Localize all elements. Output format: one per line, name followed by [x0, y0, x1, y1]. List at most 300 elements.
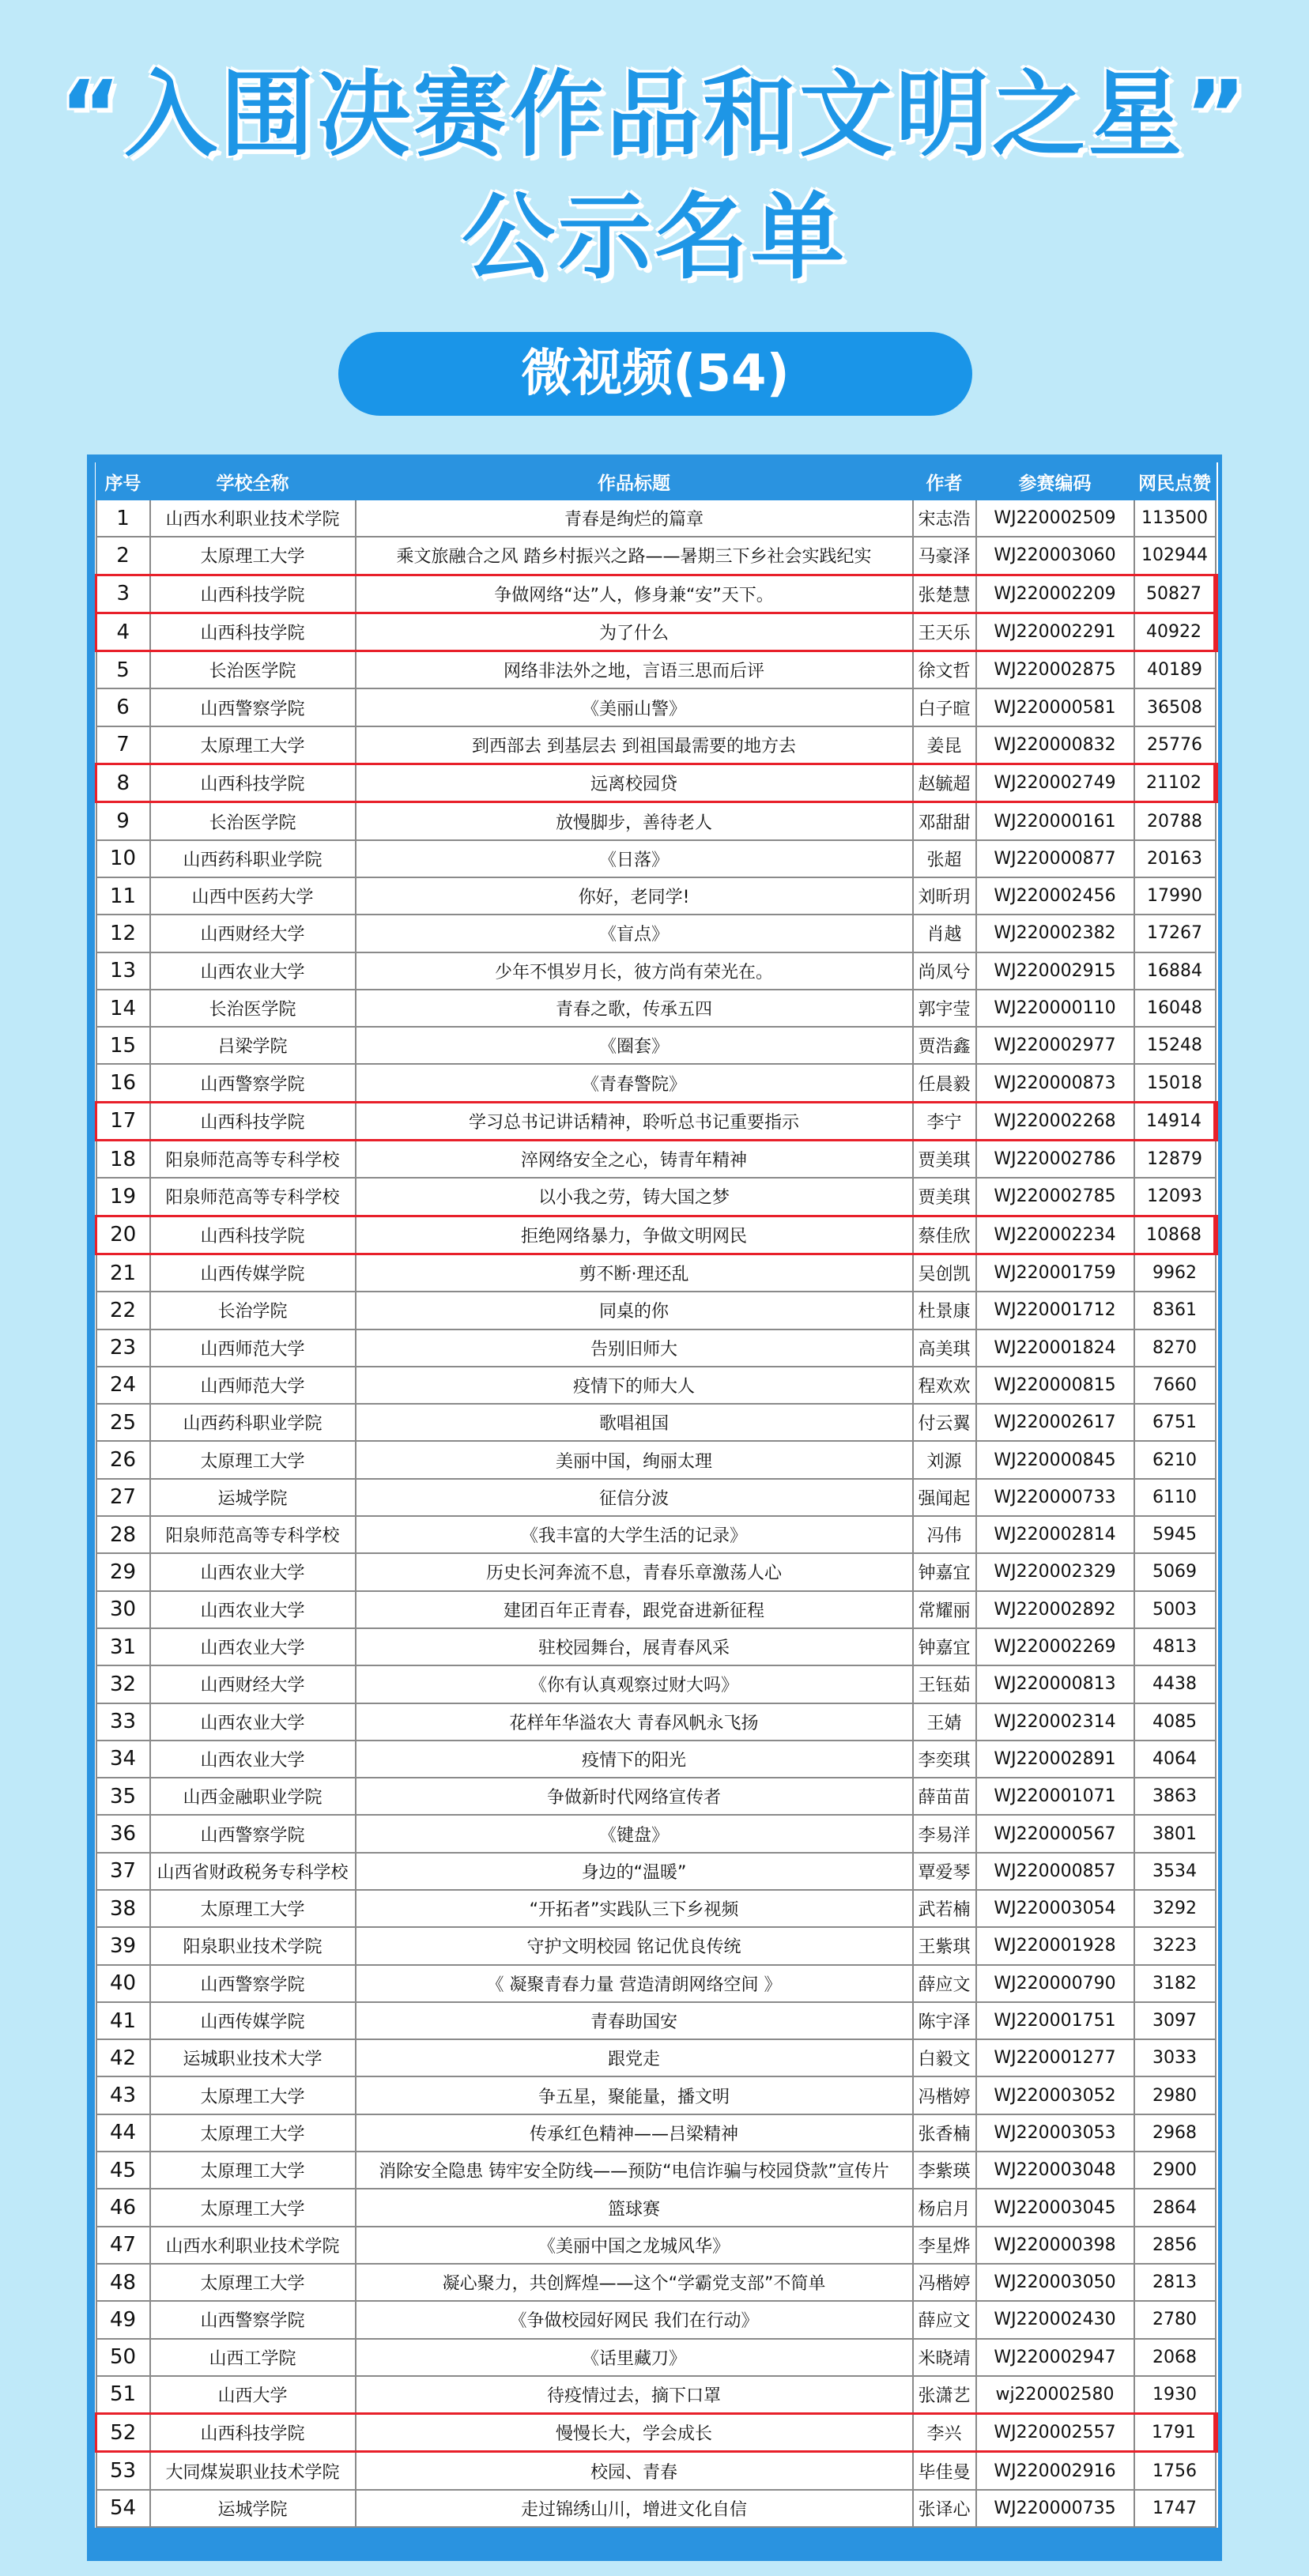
cell-code: WJ220001824: [976, 1329, 1134, 1367]
cell-no: 5: [96, 651, 150, 689]
cell-likes: 3033: [1134, 2039, 1216, 2076]
cell-school: 山西财经大学: [150, 1665, 356, 1703]
cell-no: 1: [96, 500, 150, 537]
cell-code: WJ220002314: [976, 1703, 1134, 1741]
cell-code: WJ220002786: [976, 1141, 1134, 1179]
cell-code: WJ220000735: [976, 2490, 1134, 2527]
cell-author: 杜景康: [913, 1292, 976, 1329]
cell-code: WJ220002430: [976, 2301, 1134, 2338]
cell-title: 乘文旅融合之风 踏乡村振兴之路——暑期三下乡社会实践纪实: [356, 537, 913, 575]
cell-likes: 6210: [1134, 1441, 1216, 1478]
cell-author: 王钰茹: [913, 1665, 976, 1703]
cell-no: 31: [96, 1628, 150, 1665]
cell-likes: 2980: [1134, 2076, 1216, 2114]
cell-school: 山西农业大学: [150, 952, 356, 990]
cell-author: 毕佳曼: [913, 2452, 976, 2490]
cell-title: 《圈套》: [356, 1027, 913, 1064]
cell-author: 尚凤兮: [913, 952, 976, 990]
cell-no: 53: [96, 2452, 150, 2490]
cell-no: 7: [96, 726, 150, 764]
cell-school: 太原理工大学: [150, 1441, 356, 1478]
cell-school: 山西农业大学: [150, 1628, 356, 1665]
cell-code: WJ220003052: [976, 2076, 1134, 2114]
cell-school: 大同煤炭职业技术学院: [150, 2452, 356, 2490]
table-row: [96, 500, 1216, 537]
cell-likes: 16048: [1134, 990, 1216, 1027]
table-row: [96, 2189, 1216, 2226]
table-row: [96, 688, 1216, 726]
cell-author: 杨启月: [913, 2189, 976, 2226]
cell-author: 张译心: [913, 2490, 976, 2527]
header-likes: 网民点赞: [1134, 463, 1216, 500]
cell-no: 33: [96, 1703, 150, 1741]
cell-school: 山西水利职业技术学院: [150, 2227, 356, 2264]
table-row: [96, 1853, 1216, 1890]
cell-author: 贾浩鑫: [913, 1027, 976, 1064]
table-row: [96, 1628, 1216, 1665]
cell-no: 30: [96, 1591, 150, 1628]
cell-author: 常耀丽: [913, 1591, 976, 1628]
cell-author: 冯伟: [913, 1516, 976, 1553]
cell-school: 阳泉师范高等专科学校: [150, 1516, 356, 1553]
table-header-row: [96, 463, 1216, 500]
cell-likes: 17267: [1134, 915, 1216, 952]
cell-title: 青春之歌，传承五四: [356, 990, 913, 1027]
cell-no: 39: [96, 1927, 150, 1964]
cell-no: 23: [96, 1329, 150, 1367]
cell-code: WJ220002509: [976, 500, 1134, 537]
cell-author: 白子暄: [913, 688, 976, 726]
cell-school: 长治医学院: [150, 651, 356, 689]
cell-title: 《话里藏刀》: [356, 2339, 913, 2376]
cell-no: 47: [96, 2227, 150, 2264]
cell-no: 45: [96, 2152, 150, 2189]
cell-likes: 25776: [1134, 726, 1216, 764]
cell-school: 山西科技学院: [150, 575, 356, 613]
cell-code: WJ220002891: [976, 1741, 1134, 1778]
cell-author: 刘源: [913, 1441, 976, 1478]
table-row: [96, 2376, 1216, 2414]
cell-school: 山西药科职业学院: [150, 840, 356, 877]
cell-title: 花样年华溢农大 青春风帆永飞扬: [356, 1703, 913, 1741]
cell-author: 肖越: [913, 915, 976, 952]
cell-author: 张香楠: [913, 2114, 976, 2152]
cell-school: 山西科技学院: [150, 1102, 356, 1140]
cell-author: 郭宇莹: [913, 990, 976, 1027]
cell-school: 山西工学院: [150, 2339, 356, 2376]
cell-code: WJ220002875: [976, 651, 1134, 689]
cell-author: 王天乐: [913, 613, 976, 651]
cell-school: 阳泉师范高等专科学校: [150, 1178, 356, 1216]
cell-likes: 12093: [1134, 1178, 1216, 1216]
cell-no: 10: [96, 840, 150, 877]
cell-title: 告别旧师大: [356, 1329, 913, 1367]
cell-likes: 10868: [1134, 1216, 1216, 1254]
cell-no: 50: [96, 2339, 150, 2376]
cell-title: 《我丰富的大学生活的记录》: [356, 1516, 913, 1553]
cell-no: 3: [96, 575, 150, 613]
cell-no: 18: [96, 1141, 150, 1179]
cell-code: WJ220003048: [976, 2152, 1134, 2189]
page-title-line2: 公示名单: [461, 183, 847, 292]
cell-code: WJ220001928: [976, 1927, 1134, 1964]
cell-code: WJ220000581: [976, 688, 1134, 726]
cell-code: WJ220000815: [976, 1367, 1134, 1404]
cell-title: 跟党走: [356, 2039, 913, 2076]
cell-title: 校园、青春: [356, 2452, 913, 2490]
category-badge: 微视频(54): [338, 332, 972, 416]
cell-code: WJ220002892: [976, 1591, 1134, 1628]
cell-likes: 20788: [1134, 802, 1216, 840]
cell-school: 运城职业技术大学: [150, 2039, 356, 2076]
cell-code: WJ220002814: [976, 1516, 1134, 1553]
cell-likes: 16884: [1134, 952, 1216, 990]
page-title-line1: “入围决赛作品和文明之星”: [59, 60, 1250, 169]
cell-no: 24: [96, 1367, 150, 1404]
cell-title: 到西部去 到基层去 到祖国最需要的地方去: [356, 726, 913, 764]
cell-title: 征信分波: [356, 1479, 913, 1516]
cell-likes: 20163: [1134, 840, 1216, 877]
cell-likes: 40189: [1134, 651, 1216, 689]
cell-title: 放慢脚步，善待老人: [356, 802, 913, 840]
cell-likes: 5003: [1134, 1591, 1216, 1628]
cell-title: 青春助国安: [356, 2002, 913, 2039]
cell-code: WJ220002291: [976, 613, 1134, 651]
cell-code: WJ220000733: [976, 1479, 1134, 1516]
cell-code: WJ220003054: [976, 1890, 1134, 1927]
cell-author: 徐文哲: [913, 651, 976, 689]
cell-code: WJ220000857: [976, 1853, 1134, 1890]
cell-likes: 2856: [1134, 2227, 1216, 2264]
table-row: [96, 1027, 1216, 1064]
table-row: [96, 1665, 1216, 1703]
cell-author: 赵毓超: [913, 764, 976, 802]
cell-school: 山西农业大学: [150, 1703, 356, 1741]
cell-likes: 17990: [1134, 877, 1216, 915]
cell-code: WJ220001751: [976, 2002, 1134, 2039]
cell-code: WJ220002382: [976, 915, 1134, 952]
cell-likes: 2900: [1134, 2152, 1216, 2189]
cell-author: 薛应文: [913, 1965, 976, 2002]
cell-title: 传承红色精神——吕梁精神: [356, 2114, 913, 2152]
cell-school: 运城学院: [150, 1479, 356, 1516]
cell-school: 山西警察学院: [150, 2301, 356, 2338]
cell-school: 山西科技学院: [150, 1216, 356, 1254]
results-table-container: [87, 454, 1222, 2561]
cell-no: 13: [96, 952, 150, 990]
cell-likes: 6751: [1134, 1404, 1216, 1441]
table-row: [96, 1329, 1216, 1367]
cell-author: 冯楷婷: [913, 2264, 976, 2301]
cell-title: 待疫情过去，摘下口罩: [356, 2376, 913, 2414]
cell-no: 2: [96, 537, 150, 575]
results-table: [95, 462, 1218, 2528]
cell-code: WJ220002785: [976, 1178, 1134, 1216]
cell-school: 山西传媒学院: [150, 1254, 356, 1292]
cell-school: 吕梁学院: [150, 1027, 356, 1064]
cell-title: 青春是绚烂的篇章: [356, 500, 913, 537]
cell-code: WJ220002268: [976, 1102, 1134, 1140]
cell-title: “开拓者”实践队三下乡视频: [356, 1890, 913, 1927]
cell-no: 20: [96, 1216, 150, 1254]
cell-no: 26: [96, 1441, 150, 1478]
table-row: [96, 1367, 1216, 1404]
cell-author: 李奕琪: [913, 1741, 976, 1778]
cell-title: 疫情下的师大人: [356, 1367, 913, 1404]
table-row: [96, 2039, 1216, 2076]
cell-likes: 15248: [1134, 1027, 1216, 1064]
cell-school: 山西农业大学: [150, 1591, 356, 1628]
cell-no: 35: [96, 1778, 150, 1815]
cell-school: 山西师范大学: [150, 1329, 356, 1367]
cell-school: 山西警察学院: [150, 688, 356, 726]
cell-school: 山西药科职业学院: [150, 1404, 356, 1441]
cell-no: 12: [96, 915, 150, 952]
cell-likes: 3801: [1134, 1815, 1216, 1852]
header-school: 学校全称: [150, 463, 356, 500]
cell-code: WJ220000832: [976, 726, 1134, 764]
cell-school: 山西科技学院: [150, 2414, 356, 2452]
cell-code: WJ220003060: [976, 537, 1134, 575]
cell-title: 历史长河奔流不息，青春乐章激荡人心: [356, 1553, 913, 1590]
table-row: [96, 1141, 1216, 1179]
cell-likes: 9962: [1134, 1254, 1216, 1292]
cell-school: 太原理工大学: [150, 726, 356, 764]
cell-likes: 4064: [1134, 1741, 1216, 1778]
table-row: [96, 2002, 1216, 2039]
table-row: [96, 915, 1216, 952]
cell-code: WJ220002947: [976, 2339, 1134, 2376]
cell-title: 《日落》: [356, 840, 913, 877]
table-row: [96, 840, 1216, 877]
header-no: 序号: [96, 463, 150, 500]
cell-author: 任晨毅: [913, 1064, 976, 1102]
cell-likes: 40922: [1134, 613, 1216, 651]
cell-code: WJ220000873: [976, 1064, 1134, 1102]
cell-code: WJ220000110: [976, 990, 1134, 1027]
cell-author: 强闻起: [913, 1479, 976, 1516]
cell-no: 29: [96, 1553, 150, 1590]
cell-title: 身边的“温暖”: [356, 1853, 913, 1890]
cell-title: 驻校园舞台，展青春风采: [356, 1628, 913, 1665]
cell-title: 网络非法外之地，言语三思而后评: [356, 651, 913, 689]
cell-code: wj220002580: [976, 2376, 1134, 2414]
table-row: [96, 2301, 1216, 2338]
cell-author: 冯楷婷: [913, 2076, 976, 2114]
table-row: [96, 1778, 1216, 1815]
cell-author: 王婧: [913, 1703, 976, 1741]
cell-no: 38: [96, 1890, 150, 1927]
cell-title: 疫情下的阳光: [356, 1741, 913, 1778]
cell-no: 4: [96, 613, 150, 651]
cell-title: 争做网络“达”人，修身兼“安”天下。: [356, 575, 913, 613]
cell-author: 高美琪: [913, 1329, 976, 1367]
cell-author: 李兴: [913, 2414, 976, 2452]
cell-school: 太原理工大学: [150, 2264, 356, 2301]
table-row: [96, 726, 1216, 764]
cell-title: 《盲点》: [356, 915, 913, 952]
cell-school: 山西警察学院: [150, 1815, 356, 1852]
cell-no: 40: [96, 1965, 150, 2002]
table-row: [96, 1815, 1216, 1852]
cell-no: 42: [96, 2039, 150, 2076]
table-row: [96, 575, 1216, 613]
table-row: [96, 1216, 1216, 1254]
cell-no: 21: [96, 1254, 150, 1292]
cell-school: 阳泉师范高等专科学校: [150, 1141, 356, 1179]
cell-no: 22: [96, 1292, 150, 1329]
cell-title: 同桌的你: [356, 1292, 913, 1329]
table-row: [96, 2414, 1216, 2452]
cell-title: 拒绝网络暴力，争做文明网民: [356, 1216, 913, 1254]
cell-likes: 1747: [1134, 2490, 1216, 2527]
cell-likes: 14914: [1134, 1102, 1216, 1140]
cell-author: 王紫琪: [913, 1927, 976, 1964]
cell-title: 篮球赛: [356, 2189, 913, 2226]
cell-title: 歌唱祖国: [356, 1404, 913, 1441]
table-row: [96, 1553, 1216, 1590]
cell-author: 米晓靖: [913, 2339, 976, 2376]
cell-author: 陈宇泽: [913, 2002, 976, 2039]
header-code: 参赛编码: [976, 463, 1134, 500]
cell-school: 山西省财政税务专科学校: [150, 1853, 356, 1890]
cell-school: 山西农业大学: [150, 1553, 356, 1590]
cell-school: 太原理工大学: [150, 2189, 356, 2226]
cell-likes: 4813: [1134, 1628, 1216, 1665]
cell-title: 争五星，聚能量，播文明: [356, 2076, 913, 2114]
cell-likes: 2780: [1134, 2301, 1216, 2338]
cell-likes: 50827: [1134, 575, 1216, 613]
cell-code: WJ220001759: [976, 1254, 1134, 1292]
cell-author: 白毅文: [913, 2039, 976, 2076]
cell-title: 《 凝聚青春力量 营造清朗网络空间 》: [356, 1965, 913, 2002]
table-row: [96, 990, 1216, 1027]
cell-school: 山西大学: [150, 2376, 356, 2414]
cell-author: 张超: [913, 840, 976, 877]
cell-author: 李星烨: [913, 2227, 976, 2264]
cell-school: 太原理工大学: [150, 537, 356, 575]
cell-code: WJ220002916: [976, 2452, 1134, 2490]
header-title: 作品标题: [356, 463, 913, 500]
cell-code: WJ220003050: [976, 2264, 1134, 2301]
cell-school: 山西水利职业技术学院: [150, 500, 356, 537]
cell-no: 27: [96, 1479, 150, 1516]
cell-no: 43: [96, 2076, 150, 2114]
table-row: [96, 2227, 1216, 2264]
cell-school: 山西金融职业学院: [150, 1778, 356, 1815]
cell-no: 19: [96, 1178, 150, 1216]
cell-no: 51: [96, 2376, 150, 2414]
cell-title: 美丽中国，绚丽太理: [356, 1441, 913, 1478]
cell-no: 32: [96, 1665, 150, 1703]
cell-likes: 4438: [1134, 1665, 1216, 1703]
cell-school: 太原理工大学: [150, 2114, 356, 2152]
cell-school: 长治医学院: [150, 802, 356, 840]
cell-title: 剪不断·理还乱: [356, 1254, 913, 1292]
cell-likes: 1756: [1134, 2452, 1216, 2490]
cell-likes: 5069: [1134, 1553, 1216, 1590]
cell-likes: 8270: [1134, 1329, 1216, 1367]
cell-code: WJ220003045: [976, 2189, 1134, 2226]
cell-author: 李宁: [913, 1102, 976, 1140]
cell-likes: 21102: [1134, 764, 1216, 802]
cell-school: 长治医学院: [150, 990, 356, 1027]
cell-title: 你好，老同学!: [356, 877, 913, 915]
cell-no: 46: [96, 2189, 150, 2226]
cell-school: 长治学院: [150, 1292, 356, 1329]
cell-title: 淬网络安全之心，铸青年精神: [356, 1141, 913, 1179]
cell-code: WJ220000790: [976, 1965, 1134, 2002]
cell-likes: 3097: [1134, 2002, 1216, 2039]
cell-author: 蔡佳欣: [913, 1216, 976, 1254]
cell-code: WJ220002915: [976, 952, 1134, 990]
cell-title: 《键盘》: [356, 1815, 913, 1852]
cell-no: 28: [96, 1516, 150, 1553]
cell-likes: 1791: [1134, 2414, 1216, 2452]
cell-likes: 3182: [1134, 1965, 1216, 2002]
cell-no: 54: [96, 2490, 150, 2527]
cell-title: 慢慢长大，学会成长: [356, 2414, 913, 2452]
cell-likes: 6110: [1134, 1479, 1216, 1516]
cell-school: 山西中医药大学: [150, 877, 356, 915]
cell-school: 山西警察学院: [150, 1064, 356, 1102]
cell-code: WJ220002617: [976, 1404, 1134, 1441]
cell-author: 马豪泽: [913, 537, 976, 575]
cell-author: 张潇艺: [913, 2376, 976, 2414]
cell-author: 钟嘉宜: [913, 1553, 976, 1590]
cell-school: 阳泉职业技术学院: [150, 1927, 356, 1964]
cell-title: 走过锦绣山川，增进文化自信: [356, 2490, 913, 2527]
table-row: [96, 2264, 1216, 2301]
cell-no: 11: [96, 877, 150, 915]
cell-title: 《美丽中国之龙城风华》: [356, 2227, 913, 2264]
cell-author: 覃爱琴: [913, 1853, 976, 1890]
cell-likes: 3863: [1134, 1778, 1216, 1815]
cell-code: WJ220002456: [976, 877, 1134, 915]
cell-likes: 3292: [1134, 1890, 1216, 1927]
cell-author: 刘昕玥: [913, 877, 976, 915]
cell-no: 49: [96, 2301, 150, 2338]
cell-no: 37: [96, 1853, 150, 1890]
table-row: [96, 1965, 1216, 2002]
table-row: [96, 1178, 1216, 1216]
cell-author: 程欢欢: [913, 1367, 976, 1404]
cell-author: 邓甜甜: [913, 802, 976, 840]
table-row: [96, 952, 1216, 990]
cell-no: 17: [96, 1102, 150, 1140]
cell-title: 学习总书记讲话精神，聆听总书记重要指示: [356, 1102, 913, 1140]
cell-likes: 7660: [1134, 1367, 1216, 1404]
cell-code: WJ220000877: [976, 840, 1134, 877]
cell-title: 为了什么: [356, 613, 913, 651]
cell-title: 争做新时代网络宣传者: [356, 1778, 913, 1815]
cell-school: 山西科技学院: [150, 613, 356, 651]
cell-author: 付云翼: [913, 1404, 976, 1441]
table-row: [96, 877, 1216, 915]
cell-author: 薛应文: [913, 2301, 976, 2338]
cell-code: WJ220001071: [976, 1778, 1134, 1815]
cell-code: WJ220003053: [976, 2114, 1134, 2152]
cell-code: WJ220000161: [976, 802, 1134, 840]
cell-no: 36: [96, 1815, 150, 1852]
cell-author: 武若楠: [913, 1890, 976, 1927]
cell-code: WJ220001277: [976, 2039, 1134, 2076]
cell-author: 李易洋: [913, 1815, 976, 1852]
cell-school: 山西师范大学: [150, 1367, 356, 1404]
header-author: 作者: [913, 463, 976, 500]
cell-title: 《你有认真观察过财大吗》: [356, 1665, 913, 1703]
table-row: [96, 1703, 1216, 1741]
